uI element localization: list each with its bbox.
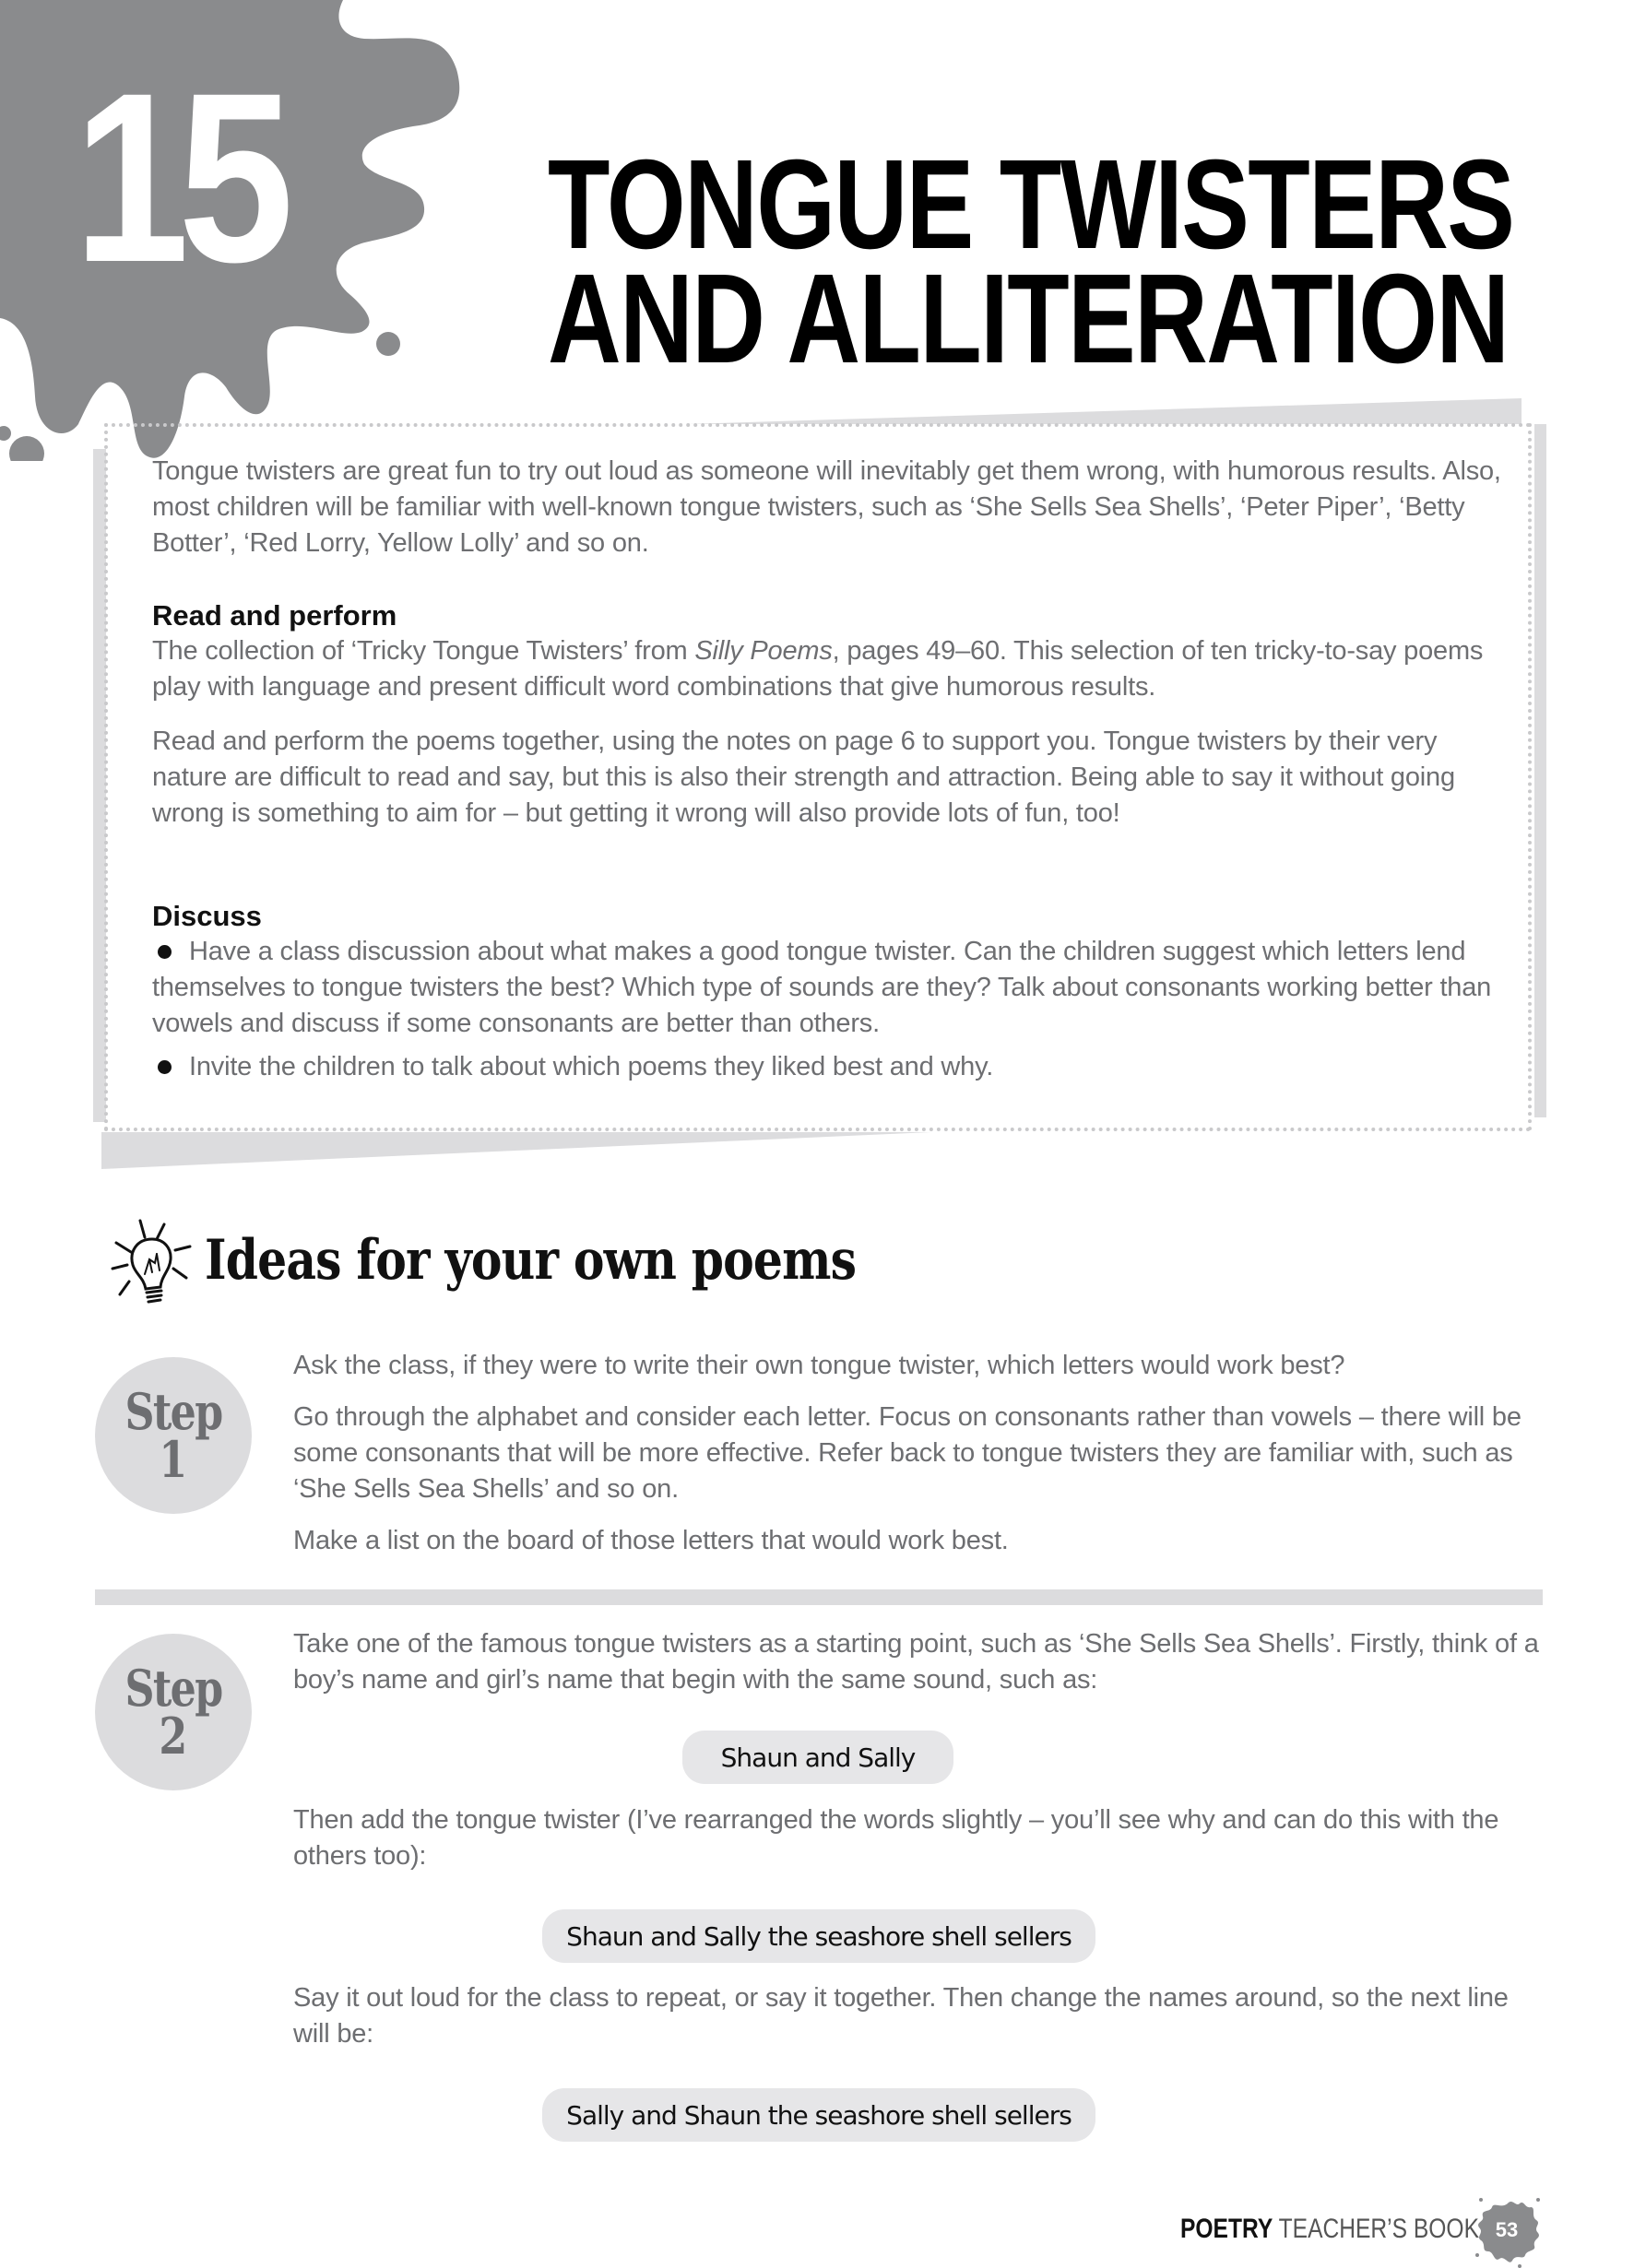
step-number: 2	[159, 1707, 188, 1766]
example-pill: Sally and Shaun the seashore shell sellers	[542, 2088, 1095, 2142]
bullet-icon	[158, 945, 172, 959]
list-item	[152, 1049, 1517, 1085]
book-title: Silly Poems	[694, 636, 833, 666]
series-bold: POETRY	[1180, 2214, 1273, 2244]
step-word: Step	[124, 1659, 222, 1718]
tape-strip-bottom	[101, 1132, 931, 1169]
discuss-heading: Discuss	[152, 900, 262, 932]
step-1-paragraph: Ask the class, if they were to write their own tongue twister, which letters would work best?	[293, 1351, 1345, 1380]
list-item	[152, 934, 1517, 1042]
title-line-1: TONGUE TWISTERS	[548, 134, 1514, 276]
title-line-2: AND ALLITERATION	[548, 248, 1509, 390]
text-run: , pages 49–60. This selection of ten tricky-to-say poems play with language and present difficult word combinations that give humorous results.	[152, 636, 1484, 702]
step-2-paragraph: Take one of the famous tongue twisters as a starting point, such as ‘She Sells Sea Shells’. Firstly, think of a boy’s name and girl’s name that begin with the same sound, such as:	[293, 1629, 1539, 1695]
example-pill: Shaun and Sally the seashore shell sellers	[542, 1909, 1095, 1963]
text-run: The collection of ‘Tricky Tongue Twisters’ from	[152, 636, 695, 666]
step-2-paragraph: Then add the tongue twister (I’ve rearranged the words slightly – you’ll see why and can do this with the others too):	[293, 1805, 1499, 1871]
list-item-text: Invite the children to talk about which poems they liked best and why.	[189, 1052, 994, 1081]
step-2-paragraph: Say it out loud for the class to repeat, or say it together. Then change the names around, so the next line will be:	[293, 1983, 1509, 2049]
page-number: 53	[1495, 2218, 1519, 2241]
step-1-paragraph: Make a list on the board of those letters that would work best.	[293, 1526, 1009, 1555]
read-and-perform-paragraph-1	[152, 633, 1517, 705]
discuss-list	[152, 934, 1517, 1093]
page-title	[548, 134, 1514, 390]
intro-paragraph: Tongue twisters are great fun to try out loud as someone will inevitably get them wrong, with humorous results. Also, most children will be familiar with well-known tongue twisters, such as ‘She Sells Sea Shells’, ‘Peter Piper’, ‘Betty Botter’, ‘Red Lorry, Yellow Lolly’ and so on.	[152, 456, 1501, 558]
list-item-text: Have a class discussion about what makes a good tongue twister. Can the children suggest which letters lend themselves to tongue twisters the best? Which type of sounds are they? Talk about consonants working better than vowels and discuss if some consonants are better than others.	[152, 937, 1492, 1038]
step-2-badge	[95, 1634, 252, 1790]
step-word: Step	[124, 1382, 222, 1441]
chapter-number: 15	[74, 42, 283, 313]
ideas-heading: Ideas for your own poems	[205, 1228, 857, 1293]
step-number: 1	[159, 1430, 188, 1489]
step-divider	[95, 1589, 1543, 1605]
step-1-paragraph: Go through the alphabet and consider each letter. Focus on consonants rather than vowels – there will be some consonants that will be more effective. Refer back to tongue twisters they are familiar with, such as ‘She Sells Sea Shells’ and so on.	[293, 1402, 1522, 1504]
bullet-icon	[158, 1060, 172, 1074]
lightbulb-icon	[109, 1217, 195, 1309]
read-and-perform-paragraph-2: Read and perform the poems together, using the notes on page 6 to support you. Tongue twisters by their very nature are difficult to read and say, but this is also their strength and attraction. Being able to say it without going wrong is something to aim for – but getting it wrong will also provide lots of fun, too!	[152, 726, 1455, 828]
read-and-perform-heading: Read and perform	[152, 599, 397, 632]
tape-strip-top	[687, 398, 1522, 424]
step-1-badge	[95, 1357, 252, 1514]
step-1-content	[293, 1348, 1547, 1575]
example-pill: Shaun and Sally	[682, 1731, 953, 1784]
series-light: TEACHER’S BOOK	[1278, 2214, 1479, 2244]
tape-strip-right	[1534, 424, 1546, 1117]
footer-series-title	[1180, 2213, 1479, 2246]
